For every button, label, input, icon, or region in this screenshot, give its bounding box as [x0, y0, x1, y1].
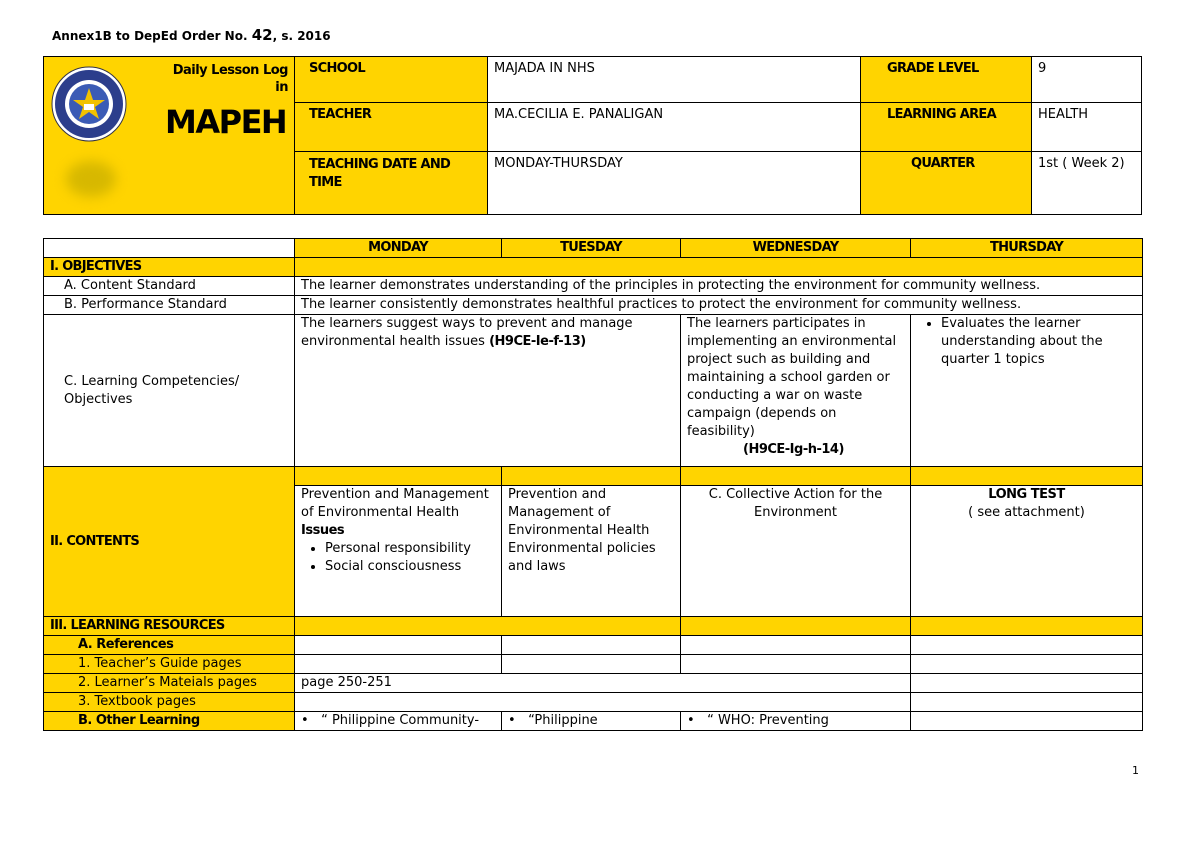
- references-label: A. References: [44, 636, 295, 655]
- competency-thu: • Evaluates the learner understanding about the quarter 1 topics: [911, 315, 1143, 467]
- daily-lesson-log: Daily Lesson Log in: [172, 63, 288, 95]
- content-wednesday: C. Collective Action for the Environment: [681, 486, 911, 617]
- header-logo-panel: [44, 57, 295, 214]
- performance-standard-label: B. Performance Standard: [44, 296, 295, 315]
- area-label: LEARNING AREA: [861, 103, 1032, 152]
- subject-title: MAPEH: [165, 103, 287, 141]
- content-thursday: LONG TEST ( see attachment): [911, 486, 1143, 617]
- performance-standard: The learner consistently demonstrates healthful practices to protect the environment for community wellness.: [295, 296, 1143, 315]
- other-tue: • “Philippine: [502, 712, 681, 731]
- objectives-band: [295, 258, 1143, 277]
- date-label: TEACHING DATE AND TIME: [295, 152, 488, 214]
- lm-thu: [911, 674, 1143, 693]
- other-learning-label: B. Other Learning: [44, 712, 295, 731]
- other-mon: • “ Philippine Community-: [295, 712, 502, 731]
- tb-thu: [911, 693, 1143, 712]
- textbook-label: 3. Textbook pages: [44, 693, 295, 712]
- blurred-emblem: [66, 161, 116, 197]
- contents-band-wed: [681, 467, 911, 486]
- page-number: 1: [1132, 764, 1139, 777]
- tg-mon: [295, 655, 502, 674]
- resources-band-1: [295, 617, 681, 636]
- header-box: [43, 56, 1142, 215]
- day-thursday: THURSDAY: [911, 239, 1143, 258]
- resources-band-3: [911, 617, 1143, 636]
- tg-wed: [681, 655, 911, 674]
- area-value: HEALTH: [1032, 103, 1141, 152]
- content-standard: The learner demonstrates understanding of the principles in protecting the environment for community wellness.: [295, 277, 1143, 296]
- content-tuesday: Prevention and Management of Environmental Health Environmental policies and laws: [502, 486, 681, 617]
- learners-materials-label: 2. Learner’s Mateials pages: [44, 674, 295, 693]
- resources-heading: III. LEARNING RESOURCES: [44, 617, 295, 636]
- competency-mon-tue: The learners suggest ways to prevent and manage environmental health issues (H9CE-Ie-f-13): [295, 315, 681, 467]
- quarter-value: 1st ( Week 2): [1032, 152, 1141, 214]
- other-wed: • “ WHO: Preventing: [681, 712, 911, 731]
- day-tuesday: TUESDAY: [502, 239, 681, 258]
- tg-thu: [911, 655, 1143, 674]
- ref-tue: [502, 636, 681, 655]
- content-monday: Prevention and Management of Environmental Health Issues • Personal responsibility • Social consciousness: [295, 486, 502, 617]
- contents-band-mon: [295, 467, 502, 486]
- tg-tue: [502, 655, 681, 674]
- ref-mon: [295, 636, 502, 655]
- school-value: MAJADA IN NHS: [488, 57, 861, 103]
- annex-title: Annex1B to DepEd Order No. 42, s. 2016: [52, 26, 331, 44]
- other-thu: [911, 712, 1143, 731]
- day-wednesday: WEDNESDAY: [681, 239, 911, 258]
- content-standard-label: A. Content Standard: [44, 277, 295, 296]
- day-monday: MONDAY: [295, 239, 502, 258]
- grade-value: 9: [1032, 57, 1141, 103]
- resources-band-2: [681, 617, 911, 636]
- lesson-table: [43, 238, 1143, 731]
- objectives-heading: I. OBJECTIVES: [44, 258, 295, 277]
- competency-wed: The learners participates in implementing an environmental project such as building and maintaining a school garden or conducting a war on waste campaign (depends on feasibility) (H9CE-Ig-h-14): [681, 315, 911, 467]
- teacher-value: MA.CECILIA E. PANALIGAN: [488, 103, 861, 152]
- contents-band-thu: [911, 467, 1143, 486]
- learners-materials-value: page 250-251: [295, 674, 911, 693]
- textbook-value: [295, 693, 911, 712]
- date-value: MONDAY-THURSDAY: [488, 152, 861, 214]
- deped-seal-icon: [51, 66, 127, 142]
- ref-wed: [681, 636, 911, 655]
- school-label: SCHOOL: [295, 57, 488, 103]
- ref-thu: [911, 636, 1143, 655]
- teacher-label: TEACHER: [295, 103, 488, 152]
- grade-label: GRADE LEVEL: [861, 57, 1032, 103]
- corner-cell: [44, 239, 295, 258]
- contents-band-tue: [502, 467, 681, 486]
- competencies-label: C. Learning Competencies/ Objectives: [44, 315, 295, 467]
- contents-heading: II. CONTENTS: [44, 467, 295, 617]
- quarter-label: QUARTER: [861, 152, 1032, 214]
- teachers-guide-label: 1. Teacher’s Guide pages: [44, 655, 295, 674]
